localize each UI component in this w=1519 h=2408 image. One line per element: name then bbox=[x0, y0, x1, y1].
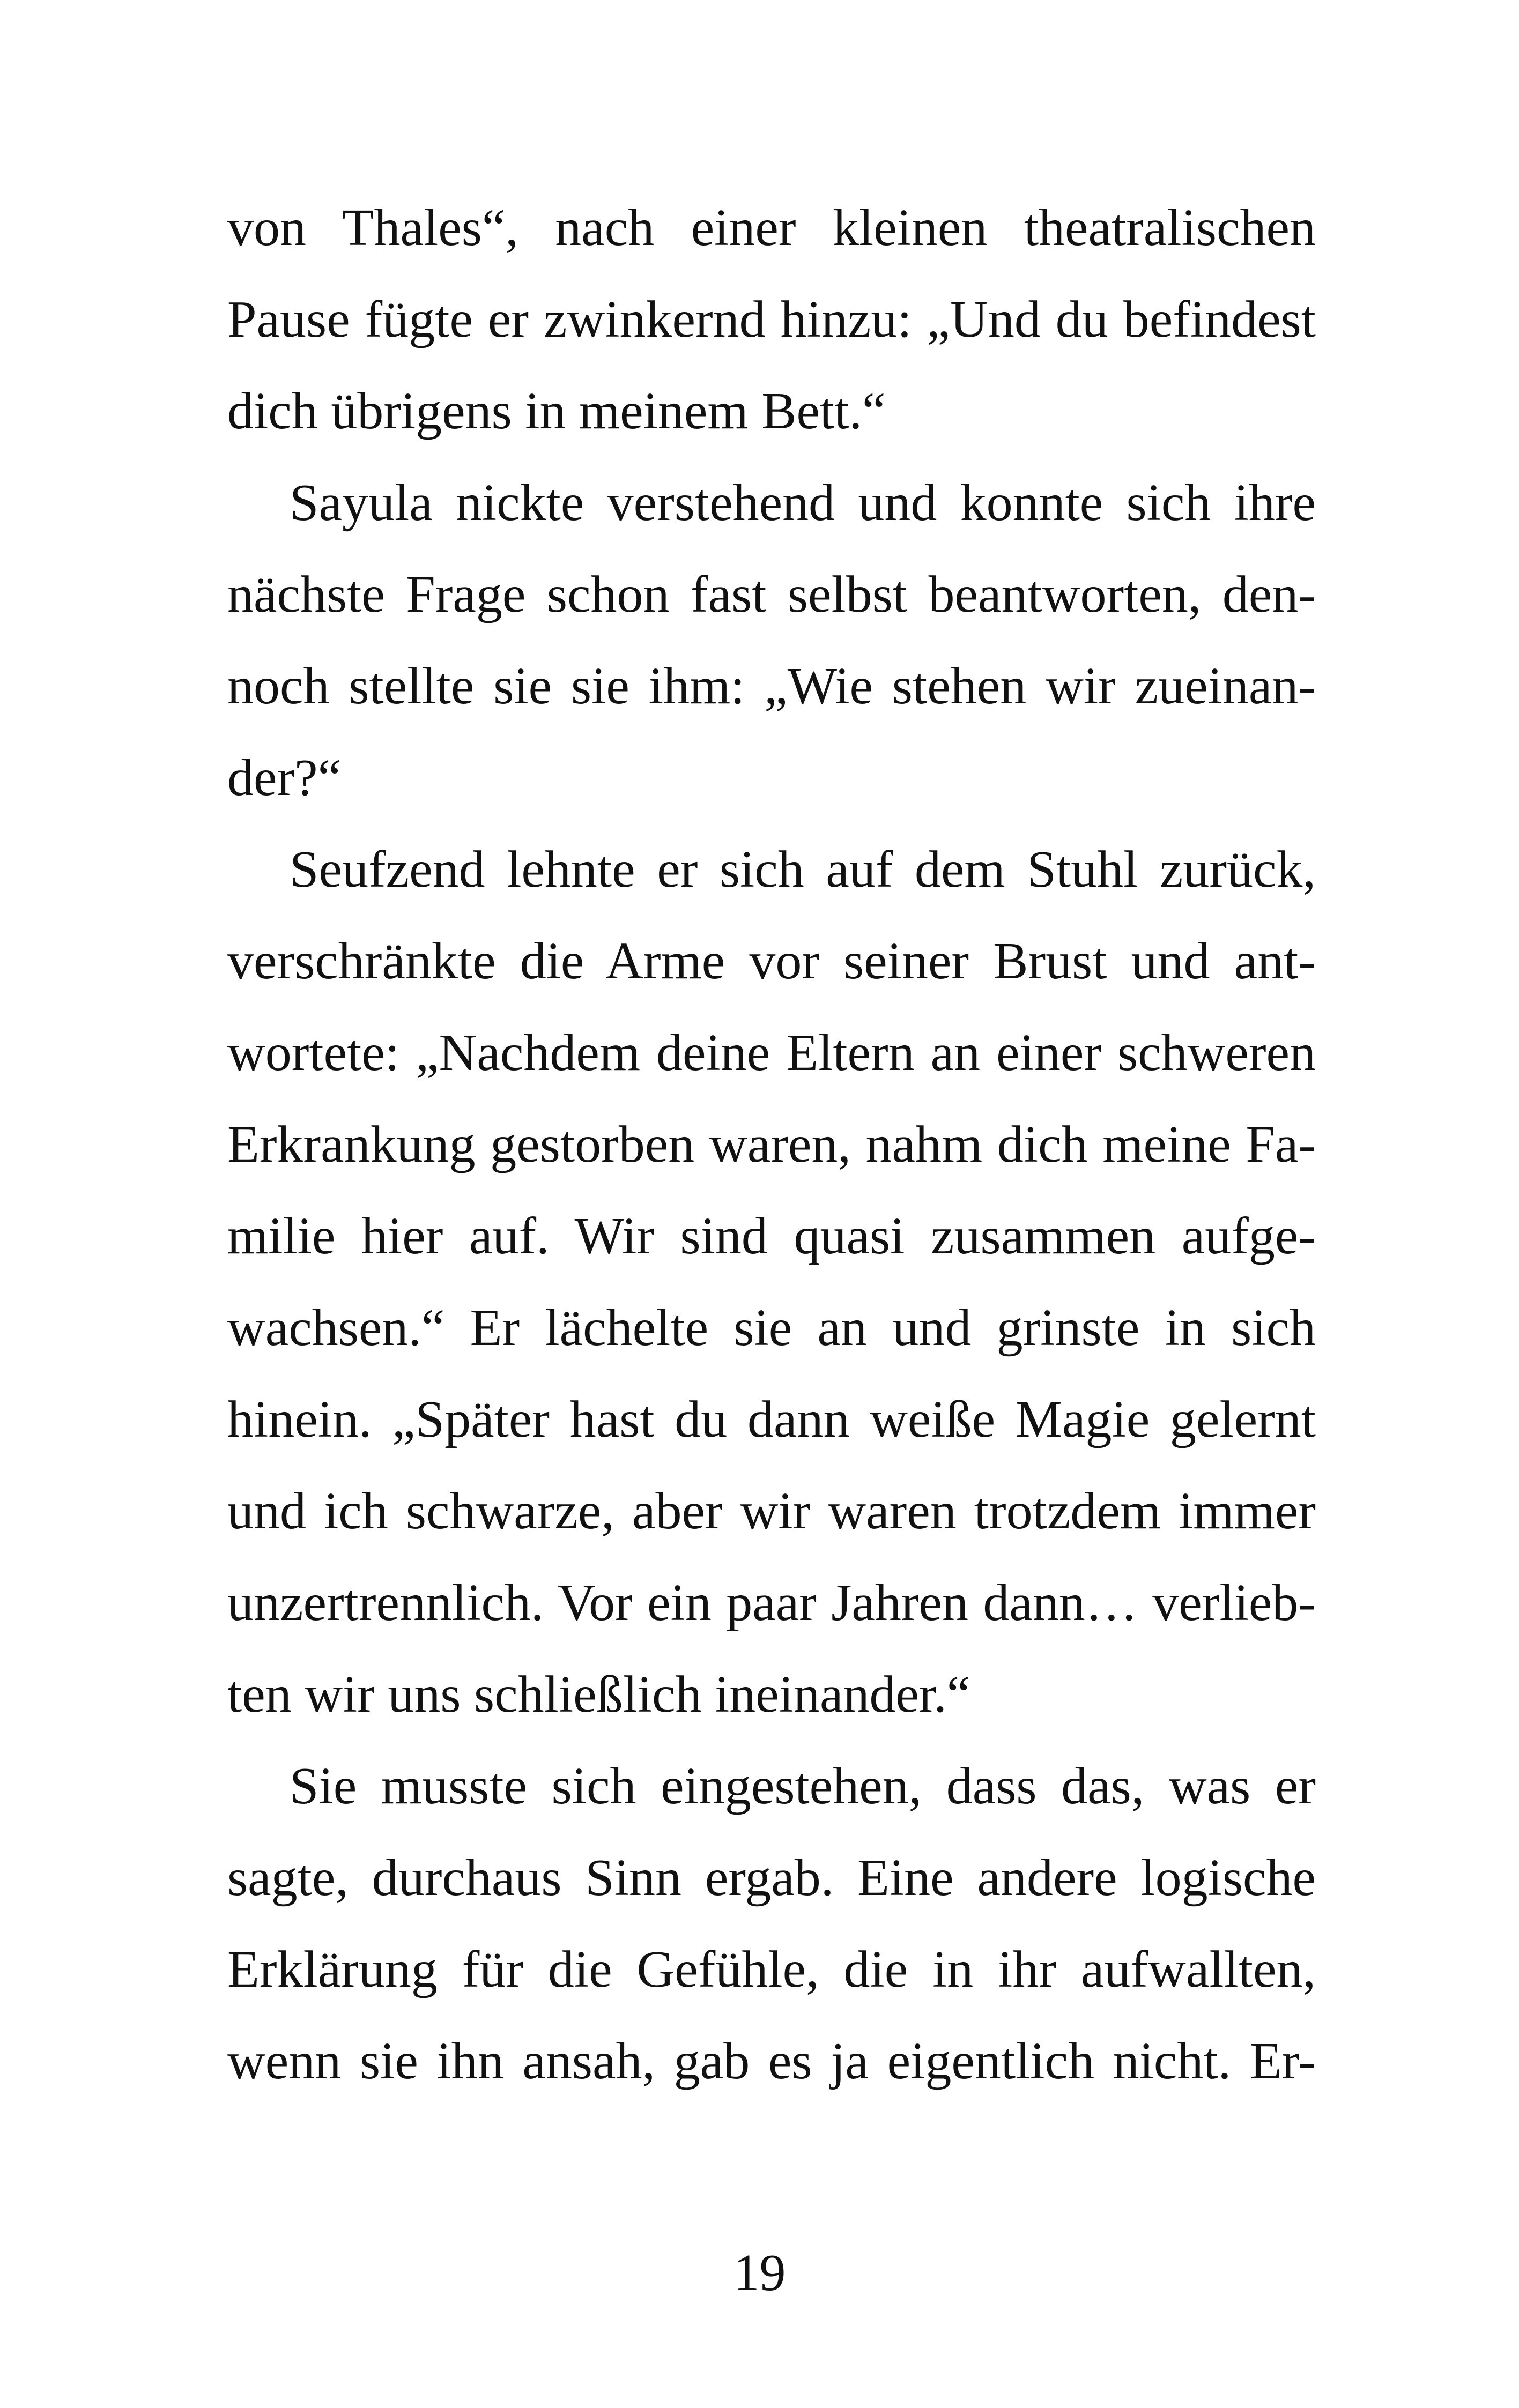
text-line: von Thales“, nach einer kleinen theatralischen bbox=[227, 199, 1316, 257]
text-line: unzertrennlich. Vor ein paar Jahren dann… verlieb- bbox=[227, 1574, 1316, 1632]
text-line: Sie musste sich eingestehen, dass das, was er bbox=[290, 1757, 1316, 1815]
text-line: nächste Frage schon fast selbst beantworten, den- bbox=[227, 566, 1316, 623]
text-line: wachsen.“ Er lächelte sie an und grinste in sich bbox=[227, 1299, 1316, 1357]
text-line: Pause fügte er zwinkernd hinzu: „Und du befindest bbox=[227, 291, 1316, 348]
text-line: wortete: „Nachdem deine Eltern an einer schweren bbox=[227, 1024, 1316, 1082]
text-line: hinein. „Später hast du dann weiße Magie gelernt bbox=[227, 1391, 1316, 1448]
text-line: Erkrankung gestorben waren, nahm dich meine Fa- bbox=[227, 1116, 1316, 1173]
page-number: 19 bbox=[733, 2244, 786, 2302]
text-line: und ich schwarze, aber wir waren trotzdem immer bbox=[227, 1482, 1316, 1540]
text-line: milie hier auf. Wir sind quasi zusammen aufge- bbox=[227, 1207, 1316, 1265]
text-line: wenn sie ihn ansah, gab es ja eigentlich nicht. Er- bbox=[227, 2032, 1316, 2090]
text-line: der?“ bbox=[227, 749, 342, 807]
text-line: Erklärung für die Gefühle, die in ihr aufwallten, bbox=[227, 1941, 1316, 1998]
text-line: Sayula nickte verstehend und konnte sich ihre bbox=[290, 474, 1316, 532]
text-line: dich übrigens in meinem Bett.“ bbox=[227, 382, 886, 440]
text-line: noch stellte sie sie ihm: „Wie stehen wir zueinan- bbox=[227, 657, 1316, 715]
body-text bbox=[227, 182, 1316, 2107]
text-line: ten wir uns schließlich ineinander.“ bbox=[227, 1666, 970, 1723]
text-line: verschränkte die Arme vor seiner Brust und ant- bbox=[227, 932, 1316, 990]
text-line: sagte, durchaus Sinn ergab. Eine andere logische bbox=[227, 1849, 1316, 1907]
text-line: Seufzend lehnte er sich auf dem Stuhl zurück, bbox=[290, 841, 1316, 898]
